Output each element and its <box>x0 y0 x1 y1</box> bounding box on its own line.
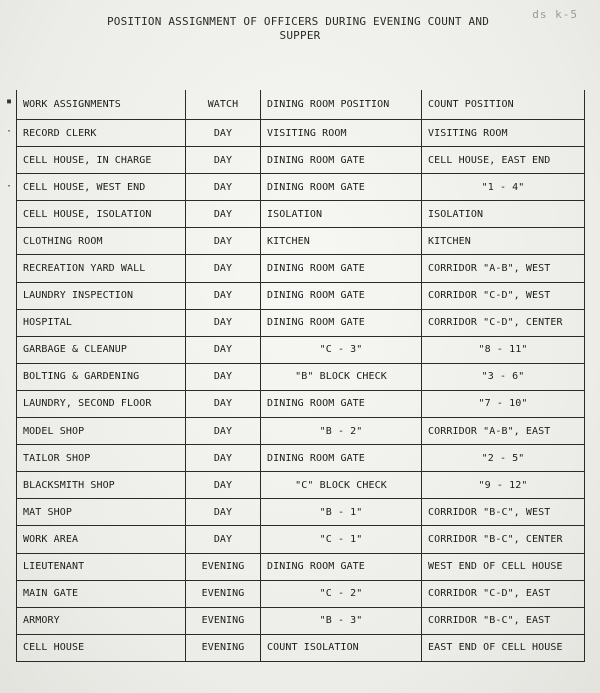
table-row <box>17 634 585 661</box>
table-row <box>17 607 585 634</box>
cell-count-position: "1 - 4" <box>422 174 585 201</box>
cell-work-assignment: GARBAGE & CLEANUP <box>17 336 186 363</box>
cell-count-position: "9 - 12" <box>422 472 585 499</box>
cell-dining-room-position: DINING ROOM GATE <box>261 255 422 282</box>
assignment-table <box>16 90 585 662</box>
cell-watch: DAY <box>186 336 261 363</box>
cell-dining-room-position: DINING ROOM GATE <box>261 553 422 580</box>
margin-mark: · <box>6 126 13 137</box>
cell-watch: EVENING <box>186 553 261 580</box>
header-work-assignments: WORK ASSIGNMENTS <box>17 90 186 120</box>
cell-count-position: CORRIDOR "C-D", EAST <box>422 580 585 607</box>
cell-count-position: VISITING ROOM <box>422 120 585 147</box>
cell-count-position: "7 - 10" <box>422 390 585 417</box>
cell-dining-room-position: "B - 2" <box>261 418 422 445</box>
cell-dining-room-position: VISITING ROOM <box>261 120 422 147</box>
cell-watch: DAY <box>186 445 261 472</box>
cell-work-assignment: LIEUTENANT <box>17 553 186 580</box>
header-count-position: COUNT POSITION <box>422 90 585 120</box>
table-row <box>17 147 585 174</box>
cell-watch: DAY <box>186 418 261 445</box>
cell-watch: DAY <box>186 309 261 336</box>
table-header-row <box>17 90 585 120</box>
cell-watch: DAY <box>186 472 261 499</box>
cell-watch: EVENING <box>186 580 261 607</box>
cell-watch: EVENING <box>186 607 261 634</box>
cell-watch: DAY <box>186 228 261 255</box>
table-row <box>17 336 585 363</box>
table-row <box>17 363 585 390</box>
cell-dining-room-position: DINING ROOM GATE <box>261 390 422 417</box>
table-row <box>17 499 585 526</box>
cell-work-assignment: BLACKSMITH SHOP <box>17 472 186 499</box>
cell-count-position: CORRIDOR "B-C", WEST <box>422 499 585 526</box>
cell-count-position: KITCHEN <box>422 228 585 255</box>
header-dining-room-position: DINING ROOM POSITION <box>261 90 422 120</box>
cell-watch: EVENING <box>186 634 261 661</box>
cell-dining-room-position: "C - 2" <box>261 580 422 607</box>
cell-dining-room-position: "B" BLOCK CHECK <box>261 363 422 390</box>
cell-work-assignment: CELL HOUSE <box>17 634 186 661</box>
margin-mark: ▪ <box>6 96 13 107</box>
cell-dining-room-position: DINING ROOM GATE <box>261 309 422 336</box>
cell-work-assignment: RECREATION YARD WALL <box>17 255 186 282</box>
corner-handwritten-mark: ds k-5 <box>532 8 578 21</box>
cell-work-assignment: MAT SHOP <box>17 499 186 526</box>
cell-watch: DAY <box>186 499 261 526</box>
table-row <box>17 472 585 499</box>
cell-dining-room-position: DINING ROOM GATE <box>261 282 422 309</box>
header-watch: WATCH <box>186 90 261 120</box>
cell-watch: DAY <box>186 390 261 417</box>
cell-count-position: CELL HOUSE, EAST END <box>422 147 585 174</box>
cell-work-assignment: BOLTING & GARDENING <box>17 363 186 390</box>
cell-work-assignment: RECORD CLERK <box>17 120 186 147</box>
table-row <box>17 120 585 147</box>
cell-count-position: CORRIDOR "B-C", CENTER <box>422 526 585 553</box>
cell-dining-room-position: COUNT ISOLATION <box>261 634 422 661</box>
cell-count-position: EAST END OF CELL HOUSE <box>422 634 585 661</box>
cell-count-position: CORRIDOR "C-D", WEST <box>422 282 585 309</box>
cell-dining-room-position: ISOLATION <box>261 201 422 228</box>
cell-work-assignment: WORK AREA <box>17 526 186 553</box>
cell-dining-room-position: DINING ROOM GATE <box>261 174 422 201</box>
cell-watch: DAY <box>186 174 261 201</box>
cell-count-position: WEST END OF CELL HOUSE <box>422 553 585 580</box>
cell-work-assignment: HOSPITAL <box>17 309 186 336</box>
cell-watch: DAY <box>186 147 261 174</box>
cell-count-position: ISOLATION <box>422 201 585 228</box>
cell-watch: DAY <box>186 282 261 309</box>
table-row <box>17 390 585 417</box>
cell-work-assignment: ARMORY <box>17 607 186 634</box>
document-title: POSITION ASSIGNMENT OF OFFICERS DURING EVENING COUNT AND <box>106 15 490 28</box>
cell-dining-room-position: DINING ROOM GATE <box>261 147 422 174</box>
cell-watch: DAY <box>186 363 261 390</box>
cell-dining-room-position: KITCHEN <box>261 228 422 255</box>
cell-work-assignment: LAUNDRY INSPECTION <box>17 282 186 309</box>
table-row <box>17 418 585 445</box>
table-row <box>17 309 585 336</box>
table-row <box>17 255 585 282</box>
cell-watch: DAY <box>186 201 261 228</box>
cell-dining-room-position: "B - 3" <box>261 607 422 634</box>
cell-dining-room-position: "C" BLOCK CHECK <box>261 472 422 499</box>
table-row <box>17 201 585 228</box>
document-title-continued: SUPPER <box>279 29 321 42</box>
cell-watch: DAY <box>186 120 261 147</box>
cell-dining-room-position: "C - 3" <box>261 336 422 363</box>
cell-count-position: CORRIDOR "A-B", EAST <box>422 418 585 445</box>
cell-count-position: CORRIDOR "C-D", CENTER <box>422 309 585 336</box>
cell-work-assignment: MODEL SHOP <box>17 418 186 445</box>
cell-dining-room-position: DINING ROOM GATE <box>261 445 422 472</box>
table-row <box>17 282 585 309</box>
table-row <box>17 445 585 472</box>
table-row <box>17 580 585 607</box>
cell-watch: DAY <box>186 255 261 282</box>
cell-work-assignment: CLOTHING ROOM <box>17 228 186 255</box>
cell-work-assignment: TAILOR SHOP <box>17 445 186 472</box>
cell-dining-room-position: "B - 1" <box>261 499 422 526</box>
cell-dining-room-position: "C - 1" <box>261 526 422 553</box>
cell-count-position: CORRIDOR "A-B", WEST <box>422 255 585 282</box>
cell-work-assignment: LAUNDRY, SECOND FLOOR <box>17 390 186 417</box>
cell-count-position: "2 - 5" <box>422 445 585 472</box>
cell-work-assignment: MAIN GATE <box>17 580 186 607</box>
table-row <box>17 174 585 201</box>
cell-work-assignment: CELL HOUSE, ISOLATION <box>17 201 186 228</box>
table-row <box>17 553 585 580</box>
cell-watch: DAY <box>186 526 261 553</box>
cell-count-position: "3 - 6" <box>422 363 585 390</box>
cell-count-position: CORRIDOR "B-C", EAST <box>422 607 585 634</box>
cell-work-assignment: CELL HOUSE, WEST END <box>17 174 186 201</box>
table-row <box>17 526 585 553</box>
margin-mark: · <box>6 181 13 192</box>
cell-work-assignment: CELL HOUSE, IN CHARGE <box>17 147 186 174</box>
cell-count-position: "8 - 11" <box>422 336 585 363</box>
table-row <box>17 228 585 255</box>
